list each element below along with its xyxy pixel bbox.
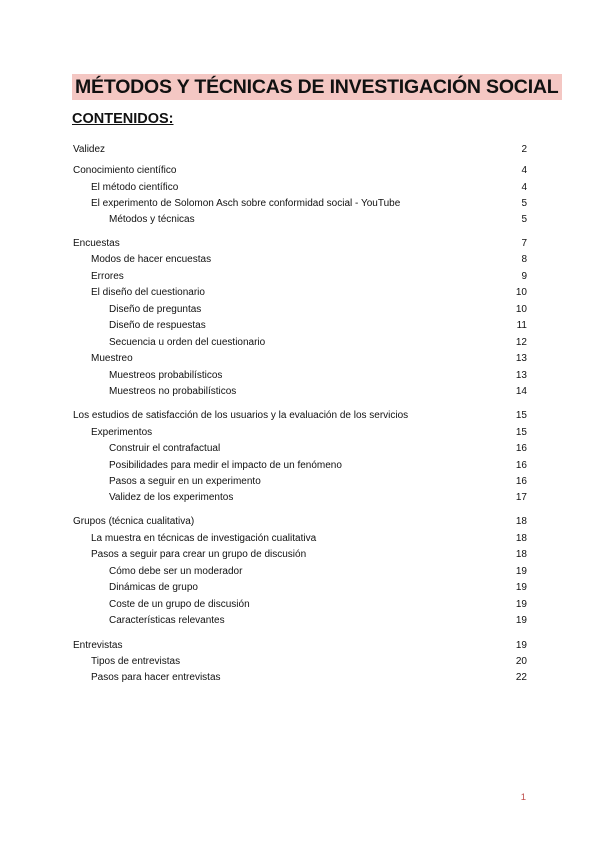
toc-entry-label[interactable]: Dinámicas de grupo	[109, 582, 198, 593]
toc-entry-label[interactable]: Muestreos probabilísticos	[109, 370, 223, 381]
toc-entry[interactable]	[0, 384, 600, 400]
toc-entry[interactable]	[0, 196, 600, 212]
toc-entry-label[interactable]: Los estudios de satisfacción de los usuarios y la evaluación de los servicios	[73, 410, 409, 421]
toc-entry[interactable]	[0, 514, 600, 530]
toc-entry-page: 10	[515, 304, 527, 315]
toc-entry[interactable]	[0, 285, 600, 301]
toc-entry-page: 18	[515, 533, 527, 544]
toc-entry-page: 5	[521, 214, 527, 225]
toc-entry[interactable]	[0, 670, 600, 686]
toc-entry-label[interactable]: Coste de un grupo de discusión	[109, 599, 250, 610]
toc-entry-label[interactable]: Pasos para hacer entrevistas	[91, 672, 221, 683]
toc-entry-page: 15	[515, 410, 527, 421]
toc-entry[interactable]	[0, 408, 600, 424]
toc-entry[interactable]	[0, 180, 600, 196]
toc-entry-page: 19	[515, 640, 527, 651]
toc-entry[interactable]	[0, 252, 600, 268]
toc-entry-page: 10	[515, 287, 527, 298]
toc-entry[interactable]	[0, 613, 600, 629]
toc-entry-label[interactable]: La muestra en técnicas de investigación cualitativa	[91, 533, 317, 544]
toc-entry[interactable]	[0, 458, 600, 474]
toc-entry-label[interactable]: Grupos (técnica cualitativa)	[73, 516, 195, 527]
toc-entry-label[interactable]: Muestreos no probabilísticos	[109, 386, 237, 397]
toc-entry-page: 13	[515, 353, 527, 364]
toc-entry[interactable]	[0, 236, 600, 252]
toc-entry-label[interactable]: Experimentos	[91, 427, 153, 438]
toc-entry-label[interactable]: Cómo debe ser un moderador	[109, 566, 243, 577]
toc-entry[interactable]	[0, 351, 600, 367]
toc-entry[interactable]	[0, 318, 600, 334]
toc-entry[interactable]	[0, 564, 600, 580]
toc-entry-label[interactable]: Características relevantes	[109, 615, 225, 626]
toc-entry[interactable]	[0, 335, 600, 351]
toc-entry[interactable]	[0, 547, 600, 563]
toc-entry-label[interactable]: Validez	[73, 144, 106, 155]
toc-entry[interactable]	[0, 441, 600, 457]
toc-entry[interactable]	[0, 638, 600, 654]
toc-entry-page: 19	[515, 566, 527, 577]
toc-entry-label[interactable]: El diseño del cuestionario	[91, 287, 205, 298]
toc-entry-page: 5	[521, 198, 527, 209]
toc-entry[interactable]	[0, 490, 600, 506]
toc-entry-page: 16	[515, 443, 527, 454]
toc-entry[interactable]	[0, 302, 600, 318]
toc-entry-page: 13	[515, 370, 527, 381]
toc-entry[interactable]	[0, 142, 600, 158]
toc-entry-page: 2	[521, 144, 527, 155]
toc-entry-page: 15	[515, 427, 527, 438]
toc-entry[interactable]	[0, 212, 600, 228]
toc-entry-label[interactable]: Conocimiento científico	[73, 165, 177, 176]
toc-entry-label[interactable]: Entrevistas	[73, 640, 123, 651]
toc-entry-page: 18	[515, 549, 527, 560]
document-title: MÉTODOS Y TÉCNICAS DE INVESTIGACIÓN SOCIAL	[72, 74, 562, 100]
toc-entry-page: 17	[515, 492, 527, 503]
toc-entry-page: 11	[516, 320, 527, 331]
toc-entry-page: 4	[521, 182, 527, 193]
toc-entry[interactable]	[0, 269, 600, 285]
toc-entry[interactable]	[0, 425, 600, 441]
toc-entry[interactable]	[0, 474, 600, 490]
toc-entry-label[interactable]: El método científico	[91, 182, 179, 193]
toc-entry-label[interactable]: Posibilidades para medir el impacto de un fenómeno	[109, 460, 342, 471]
toc-entry-label[interactable]: Errores	[91, 271, 124, 282]
toc-entry-label[interactable]: Modos de hacer encuestas	[91, 254, 212, 265]
toc-entry-page: 16	[515, 476, 527, 487]
contents-heading: CONTENIDOS:	[72, 111, 174, 127]
toc-entry-page: 14	[515, 386, 527, 397]
toc-entry[interactable]	[0, 580, 600, 596]
toc-entry-label[interactable]: Pasos a seguir en un experimento	[109, 476, 261, 487]
toc-entry-page: 7	[521, 238, 527, 249]
toc-entry-page: 20	[515, 656, 527, 667]
toc-entry-label[interactable]: Muestreo	[91, 353, 133, 364]
toc-entry-label[interactable]: Encuestas	[73, 238, 120, 249]
toc-entry-page: 18	[515, 516, 527, 527]
toc-entry-label[interactable]: Diseño de respuestas	[109, 320, 206, 331]
toc-entry[interactable]	[0, 531, 600, 547]
toc-entry-page: 4	[521, 165, 527, 176]
toc-entry-page: 19	[515, 582, 527, 593]
toc-entry-label[interactable]: Métodos y técnicas	[109, 214, 195, 225]
toc-entry-label[interactable]: Secuencia u orden del cuestionario	[109, 337, 266, 348]
page-number: 1	[520, 792, 526, 803]
toc-entry-label[interactable]: Diseño de preguntas	[109, 304, 202, 315]
toc-entry-page: 9	[521, 271, 527, 282]
toc-entry[interactable]	[0, 654, 600, 670]
toc-entry[interactable]	[0, 163, 600, 179]
toc-entry[interactable]	[0, 368, 600, 384]
toc-entry-page: 22	[515, 672, 527, 683]
toc-entry-page: 16	[515, 460, 527, 471]
toc-entry-label[interactable]: Construir el contrafactual	[109, 443, 221, 454]
toc-entry[interactable]	[0, 597, 600, 613]
toc-entry-label[interactable]: Validez de los experimentos	[109, 492, 234, 503]
toc-entry-page: 12	[515, 337, 527, 348]
toc-entry-label[interactable]: El experimento de Solomon Asch sobre conformidad social - YouTube	[91, 198, 401, 209]
toc-entry-page: 19	[515, 615, 527, 626]
toc-entry-page: 8	[521, 254, 527, 265]
toc-entry-label[interactable]: Tipos de entrevistas	[91, 656, 181, 667]
toc-entry-page: 19	[515, 599, 527, 610]
toc-entry-label[interactable]: Pasos a seguir para crear un grupo de discusión	[91, 549, 307, 560]
